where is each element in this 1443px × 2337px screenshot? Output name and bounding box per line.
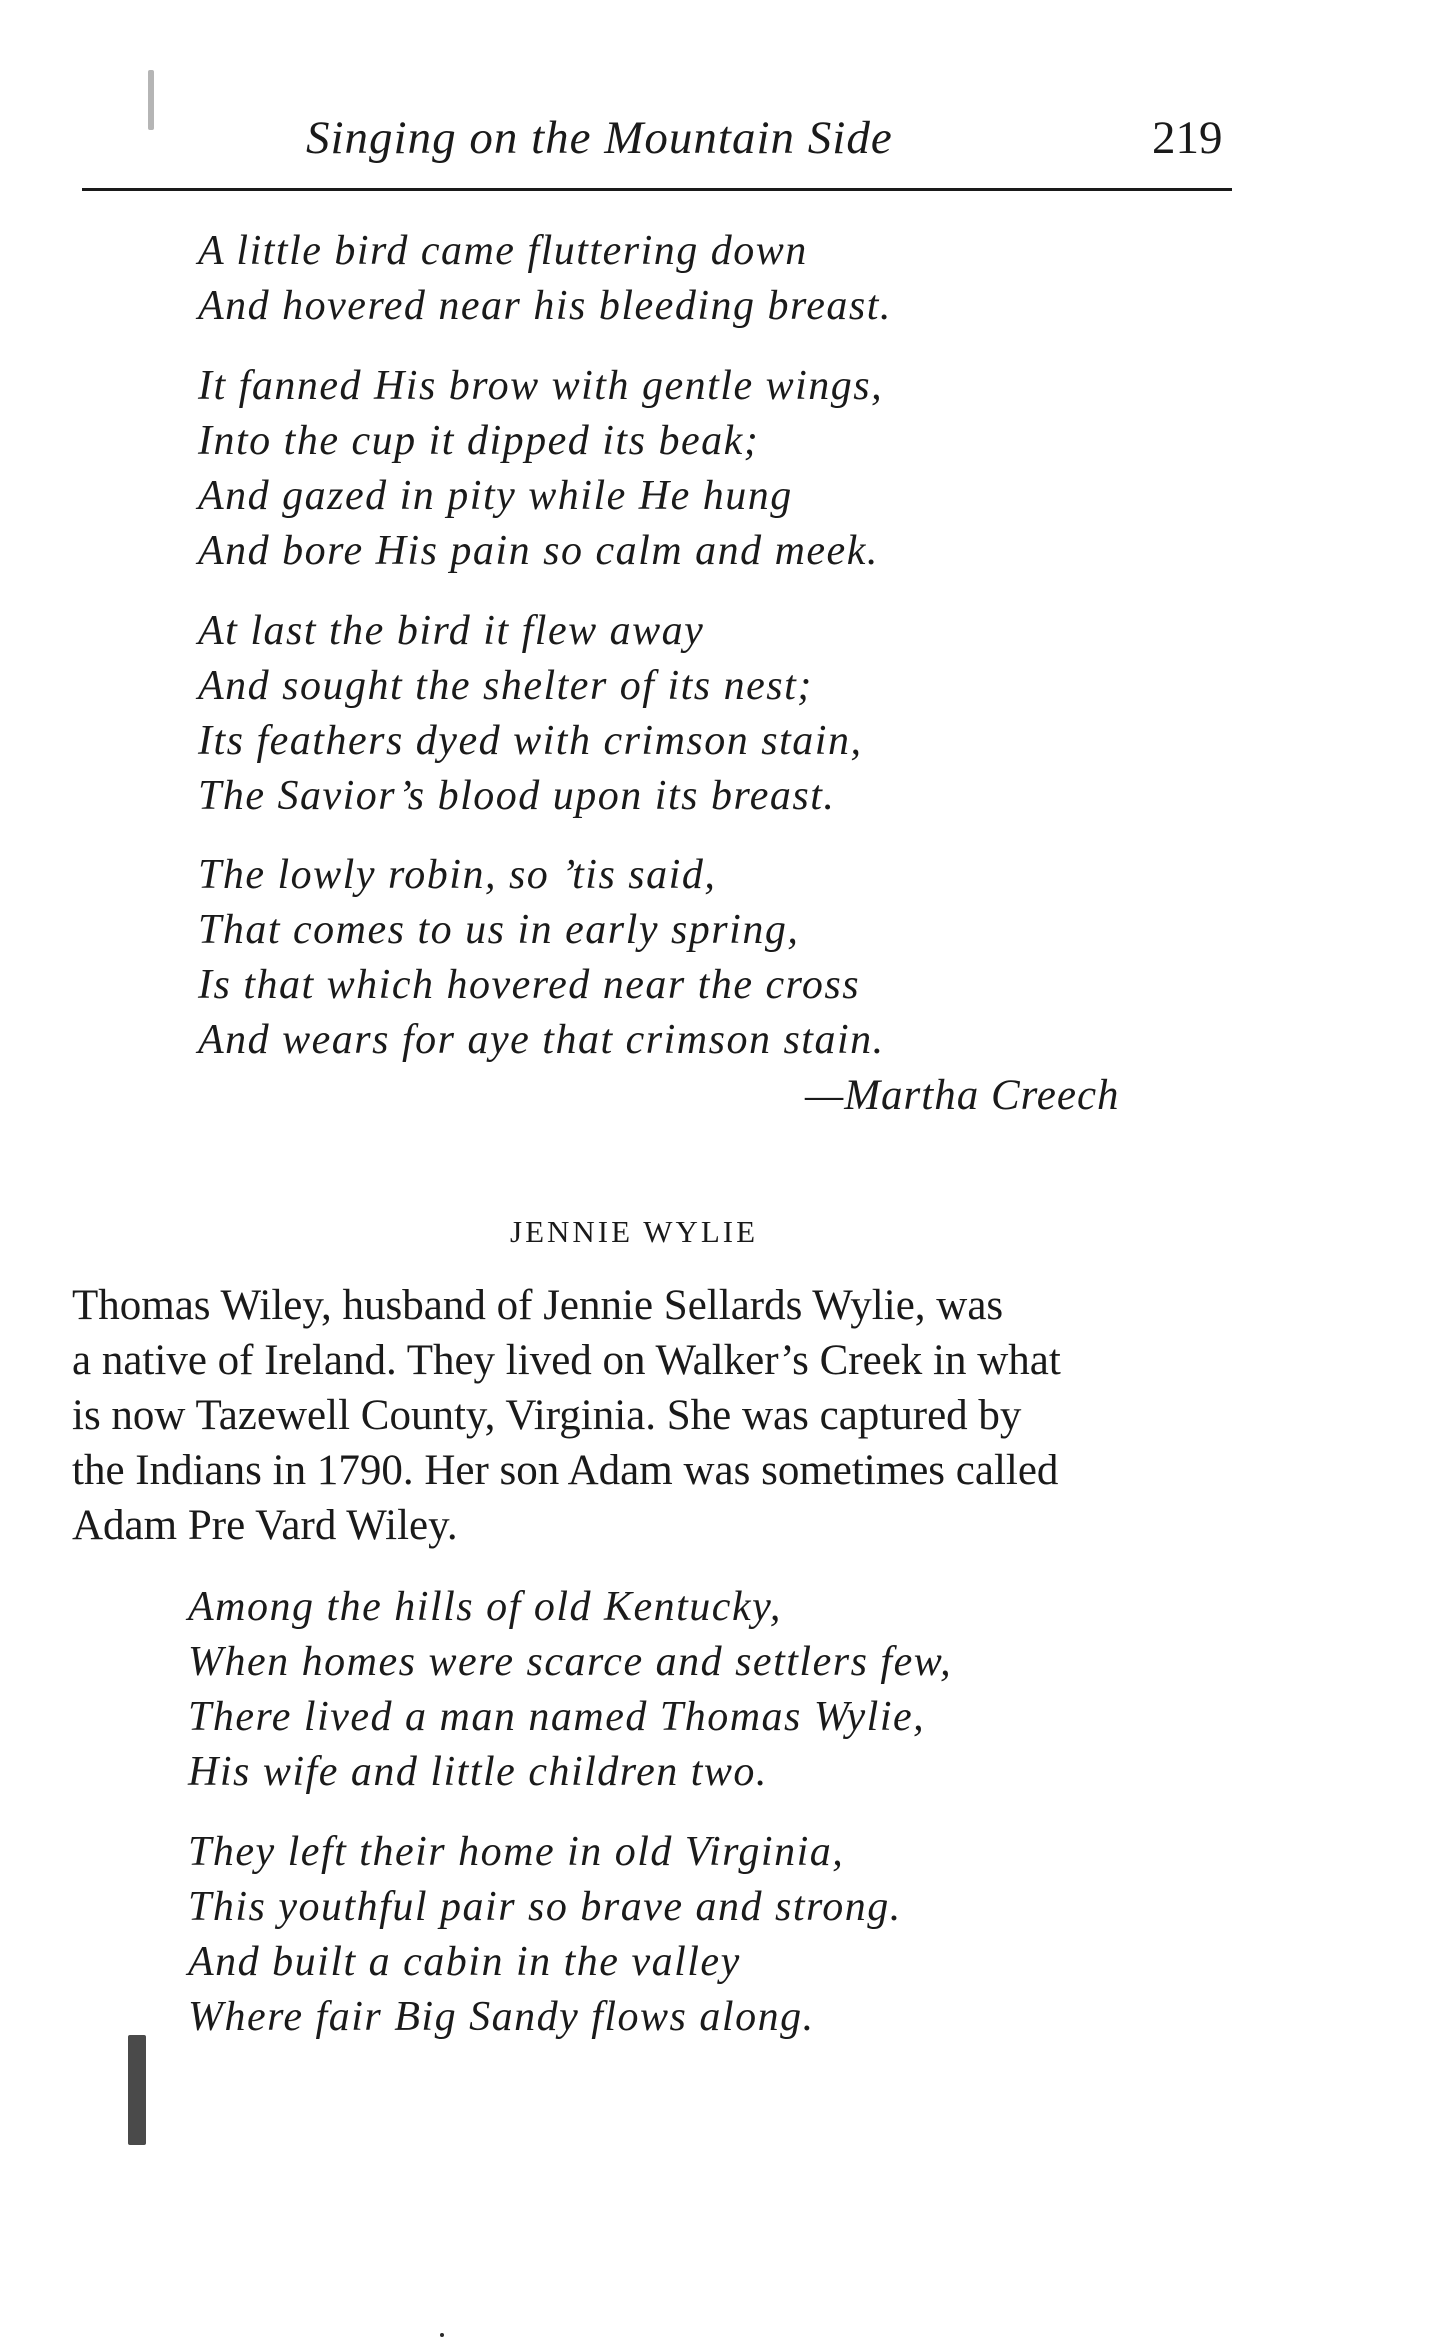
poem-line: It fanned His brow with gentle wings, xyxy=(198,363,884,409)
running-title: Singing on the Mountain Side xyxy=(306,112,893,164)
poem2-stanza-2 xyxy=(188,1825,902,2045)
poem-line: And wears for aye that crimson stain. xyxy=(198,1017,885,1063)
poem-line: Its feathers dyed with crimson stain, xyxy=(198,718,863,764)
poem1-stanza-2 xyxy=(198,359,883,579)
prose-paragraph xyxy=(72,1278,1061,1553)
poem-line: The Savior’s blood upon its breast. xyxy=(198,773,836,819)
page-number: 219 xyxy=(1152,112,1223,164)
poem-line: Is that which hovered near the cross xyxy=(198,962,861,1008)
poem-line: And bore His pain so calm and meek. xyxy=(198,528,879,574)
poem-line: And hovered near his bleeding breast. xyxy=(198,283,892,329)
poem-line: Among the hills of old Kentucky, xyxy=(188,1584,782,1630)
prose-line: the Indians in 1790. Her son Adam was sometimes called xyxy=(72,1447,1059,1494)
prose-line: a native of Ireland. They lived on Walker’s Creek in what xyxy=(72,1337,1061,1384)
prose-line: is now Tazewell County, Virginia. She was captured by xyxy=(72,1392,1022,1439)
poem-line: A little bird came fluttering down xyxy=(198,228,808,274)
poem-line: Where fair Big Sandy flows along. xyxy=(188,1994,815,2040)
poem1-stanza-4 xyxy=(198,848,885,1068)
scan-mark-top xyxy=(148,70,154,130)
poem-line: There lived a man named Thomas Wylie, xyxy=(188,1694,926,1740)
poem-line: This youthful pair so brave and strong. xyxy=(188,1884,902,1930)
poem-line: At last the bird it flew away xyxy=(198,608,705,654)
poem-line: The lowly robin, so ’tis said, xyxy=(198,852,717,898)
poem-attribution: —Martha Creech xyxy=(805,1072,1120,1119)
prose-line: Adam Pre Vard Wiley. xyxy=(72,1502,458,1549)
poem-line: And gazed in pity while He hung xyxy=(198,473,793,519)
poem-line: His wife and little children two. xyxy=(188,1749,768,1795)
prose-line: Thomas Wiley, husband of Jennie Sellards Wylie, was xyxy=(72,1282,1004,1329)
poem1-stanza-1 xyxy=(198,224,892,334)
poem-line: Into the cup it dipped its beak; xyxy=(198,418,760,464)
header-rule xyxy=(82,188,1232,191)
poem-line: And built a cabin in the valley xyxy=(188,1939,741,1985)
poem1-stanza-3 xyxy=(198,604,862,824)
poem2-stanza-1 xyxy=(188,1580,952,1800)
running-head xyxy=(0,108,1443,168)
poem-line: That comes to us in early spring, xyxy=(198,907,800,953)
poem-line: When homes were scarce and settlers few, xyxy=(188,1639,953,1685)
poem-line: And sought the shelter of its nest; xyxy=(198,663,813,709)
section-heading: JENNIE WYLIE xyxy=(510,1214,759,1249)
scan-dot xyxy=(440,2333,444,2337)
scan-mark-bottom xyxy=(128,2035,146,2145)
poem-line: They left their home in old Virginia, xyxy=(188,1829,845,1875)
